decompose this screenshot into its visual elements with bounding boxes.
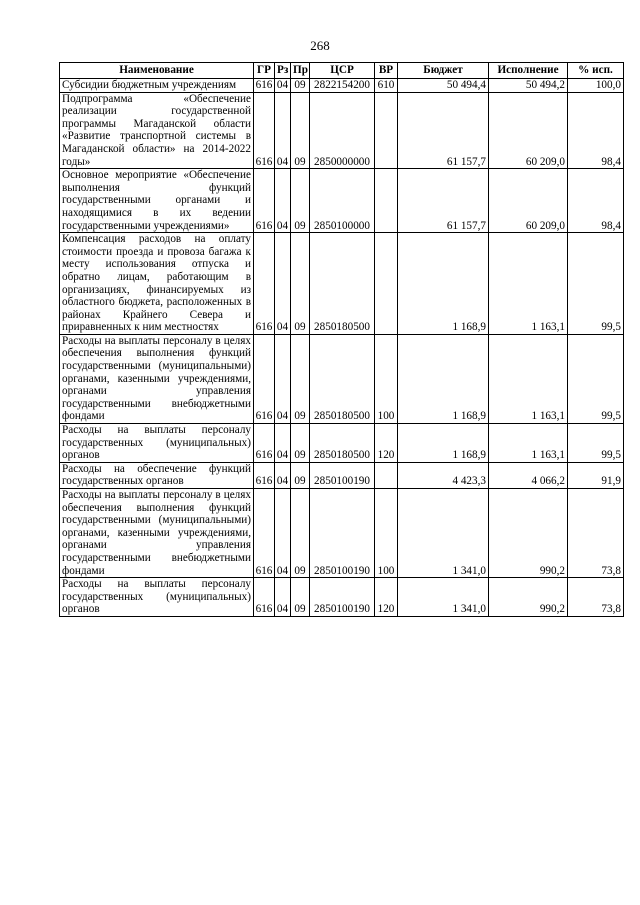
table-row — [60, 489, 624, 578]
row-pr: 09 — [291, 424, 310, 463]
row-budget: 4 423,3 — [398, 462, 489, 488]
row-exec: 990,2 — [489, 489, 568, 578]
row-name: Расходы на выплаты персоналу государственных (муниципальных) органов — [60, 424, 254, 463]
row-csr: 2850180500 — [310, 233, 375, 335]
row-pr: 09 — [291, 334, 310, 423]
row-pr: 09 — [291, 233, 310, 335]
col-header-pct: % исп. — [568, 63, 624, 79]
row-name: Основное мероприятие «Обеспечение выполнения функций государственными органами и находящимися в их ведении государственными учреждениями» — [60, 169, 254, 233]
row-rz: 04 — [275, 92, 291, 169]
col-header-vr: ВР — [375, 63, 398, 79]
row-rz: 04 — [275, 578, 291, 617]
row-name: Расходы на обеспечение функций государственных органов — [60, 462, 254, 488]
row-rz: 04 — [275, 169, 291, 233]
row-vr — [375, 92, 398, 169]
col-header-name: Наименование — [60, 63, 254, 79]
row-csr: 2850100190 — [310, 462, 375, 488]
row-gr: 616 — [254, 462, 275, 488]
row-csr: 2850100190 — [310, 578, 375, 617]
row-gr: 616 — [254, 79, 275, 93]
row-exec: 60 209,0 — [489, 92, 568, 169]
row-name: Подпрограмма «Обеспечение реализации государственной программы Магаданской области «Развитие транспортной системы в Магаданской области» на 2014-2022 годы» — [60, 92, 254, 169]
row-name: Расходы на выплаты персоналу в целях обеспечения выполнения функций государственными (муниципальными) органами, казенными учреждениями, органами управления государственными внебюджетными фондами — [60, 489, 254, 578]
row-rz: 04 — [275, 462, 291, 488]
row-exec: 1 163,1 — [489, 424, 568, 463]
row-gr: 616 — [254, 334, 275, 423]
row-pct: 73,8 — [568, 578, 624, 617]
row-pr: 09 — [291, 79, 310, 93]
row-rz: 04 — [275, 79, 291, 93]
row-csr: 2850100000 — [310, 169, 375, 233]
row-exec: 60 209,0 — [489, 169, 568, 233]
table-row — [60, 424, 624, 463]
row-rz: 04 — [275, 334, 291, 423]
row-pct: 98,4 — [568, 169, 624, 233]
row-rz: 04 — [275, 233, 291, 335]
row-pct: 99,5 — [568, 334, 624, 423]
row-exec: 990,2 — [489, 578, 568, 617]
row-exec: 50 494,2 — [489, 79, 568, 93]
row-vr — [375, 169, 398, 233]
row-vr: 100 — [375, 334, 398, 423]
row-name: Компенсация расходов на оплату стоимости проезда и провоза багажа к месту использования отпуска и обратно лицам, работающим в организациях, финансируемых из областного бюджета, расположенных в районах Крайнего Севера и приравненных к ним местностях — [60, 233, 254, 335]
row-vr: 120 — [375, 424, 398, 463]
row-gr: 616 — [254, 578, 275, 617]
row-budget: 50 494,4 — [398, 79, 489, 93]
col-header-budget: Бюджет — [398, 63, 489, 79]
table-row — [60, 79, 624, 93]
row-gr: 616 — [254, 233, 275, 335]
row-budget: 1 341,0 — [398, 489, 489, 578]
page-number: 268 — [310, 38, 330, 53]
table-row — [60, 462, 624, 488]
row-vr: 120 — [375, 578, 398, 617]
row-vr — [375, 233, 398, 335]
col-header-gr: ГР — [254, 63, 275, 79]
table-row — [60, 92, 624, 169]
table-row — [60, 578, 624, 617]
row-gr: 616 — [254, 424, 275, 463]
row-budget: 61 157,7 — [398, 92, 489, 169]
row-pr: 09 — [291, 489, 310, 578]
row-csr: 2850100190 — [310, 489, 375, 578]
table-header-row — [60, 63, 624, 79]
row-csr: 2850000000 — [310, 92, 375, 169]
row-budget: 1 168,9 — [398, 334, 489, 423]
row-gr: 616 — [254, 92, 275, 169]
row-budget: 61 157,7 — [398, 169, 489, 233]
row-budget: 1 168,9 — [398, 233, 489, 335]
row-pr: 09 — [291, 578, 310, 617]
row-name: Расходы на выплаты персоналу в целях обеспечения выполнения функций государственными (муниципальными) органами, казенными учреждениями, органами управления государственными внебюджетными фондами — [60, 334, 254, 423]
table-row — [60, 233, 624, 335]
row-rz: 04 — [275, 424, 291, 463]
col-header-pr: Пр — [291, 63, 310, 79]
row-rz: 04 — [275, 489, 291, 578]
row-pr: 09 — [291, 462, 310, 488]
table-row — [60, 334, 624, 423]
row-name: Субсидии бюджетным учреждениям — [60, 79, 254, 93]
row-exec: 4 066,2 — [489, 462, 568, 488]
row-vr: 100 — [375, 489, 398, 578]
row-name: Расходы на выплаты персоналу государственных (муниципальных) органов — [60, 578, 254, 617]
row-vr: 610 — [375, 79, 398, 93]
row-csr: 2850180500 — [310, 334, 375, 423]
row-pct: 98,4 — [568, 92, 624, 169]
row-pct: 99,5 — [568, 233, 624, 335]
row-csr: 2822154200 — [310, 79, 375, 93]
row-pct: 100,0 — [568, 79, 624, 93]
row-budget: 1 341,0 — [398, 578, 489, 617]
row-pr: 09 — [291, 169, 310, 233]
row-pct: 99,5 — [568, 424, 624, 463]
row-exec: 1 163,1 — [489, 334, 568, 423]
row-pr: 09 — [291, 92, 310, 169]
row-pct: 91,9 — [568, 462, 624, 488]
col-header-rz: Рз — [275, 63, 291, 79]
row-gr: 616 — [254, 489, 275, 578]
table-row — [60, 169, 624, 233]
row-csr: 2850180500 — [310, 424, 375, 463]
col-header-csr: ЦСР — [310, 63, 375, 79]
row-vr — [375, 462, 398, 488]
row-budget: 1 168,9 — [398, 424, 489, 463]
budget-table — [59, 62, 624, 617]
col-header-exec: Исполнение — [489, 63, 568, 79]
row-gr: 616 — [254, 169, 275, 233]
row-exec: 1 163,1 — [489, 233, 568, 335]
row-pct: 73,8 — [568, 489, 624, 578]
